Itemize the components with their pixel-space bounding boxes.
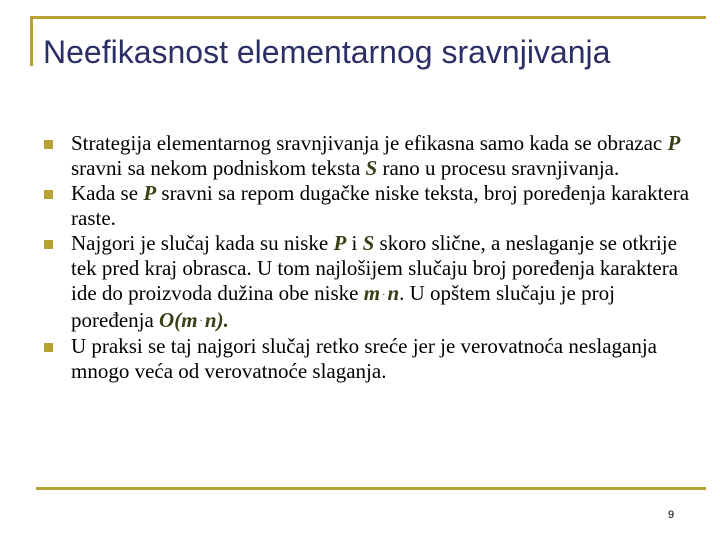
bullet-3-text-1: Najgori je slučaj kada su niske bbox=[71, 231, 334, 255]
bullet-3-var-n: n bbox=[387, 281, 400, 305]
bullet-1-text-2: sravni sa nekom podniskom teksta bbox=[71, 156, 366, 180]
bullet-3-big-o-close: n) bbox=[204, 307, 224, 332]
bullet-3-var-m: m bbox=[363, 281, 381, 305]
bullet-3-multiply-dot: · bbox=[382, 289, 386, 301]
bullet-2-var-p: P bbox=[143, 181, 157, 205]
bullet-3-text-3: skoro slične, a neslaganje se otkrije tek pred kraj obrasca. U tom najlošijem slučaju broj poređenja karaktera ide do proizvoda dužina obe niske bbox=[71, 231, 679, 305]
bullet-1-text-1: Strategija elementarnog sravnjivanja je efikasna samo kada se obrazac bbox=[71, 131, 668, 155]
bullet-3-big-o-open: O(m bbox=[159, 307, 198, 332]
bullet-3-text-2: i bbox=[346, 231, 363, 255]
top-frame-line bbox=[30, 16, 706, 19]
bullet-3-var-p: P bbox=[333, 231, 347, 255]
bullet-3-text-5: . bbox=[223, 307, 229, 332]
bullet-2-text-1: Kada se bbox=[71, 181, 144, 205]
square-bullet-icon bbox=[44, 240, 53, 249]
bullet-item-1 bbox=[44, 131, 696, 181]
bullet-3-text-4: . U opštem slučaju je proj poređenja bbox=[71, 281, 615, 332]
bullet-item-4 bbox=[44, 334, 696, 384]
bullet-item-3 bbox=[44, 231, 696, 334]
page-number: 9 bbox=[668, 509, 675, 521]
bullet-3-var-s: S bbox=[362, 231, 375, 255]
square-bullet-icon bbox=[44, 343, 53, 352]
bottom-frame-line bbox=[36, 487, 706, 490]
bullet-2-text-2: sravni sa repom dugačke niske teksta, broj poređenja karaktera raste. bbox=[71, 181, 690, 230]
bullet-4-text-1: U praksi se taj najgori slučaj retko sreće jer je verovatnoća neslaganja mnogo veća od verovatnoće slaganja. bbox=[71, 334, 658, 384]
slide-title: Neefikasnost elementarnog sravnjivanja bbox=[43, 34, 611, 70]
left-frame-line bbox=[30, 16, 33, 66]
square-bullet-icon bbox=[44, 140, 53, 149]
bullet-3-multiply-dot-2: · bbox=[199, 316, 203, 328]
bullet-1-var-s: S bbox=[365, 156, 378, 180]
bullet-1-var-p: P bbox=[667, 131, 681, 155]
square-bullet-icon bbox=[44, 190, 53, 199]
bullet-item-2 bbox=[44, 181, 696, 231]
bullet-list bbox=[44, 131, 696, 384]
bullet-1-text-3: rano u procesu sravnjivanja. bbox=[377, 156, 620, 180]
